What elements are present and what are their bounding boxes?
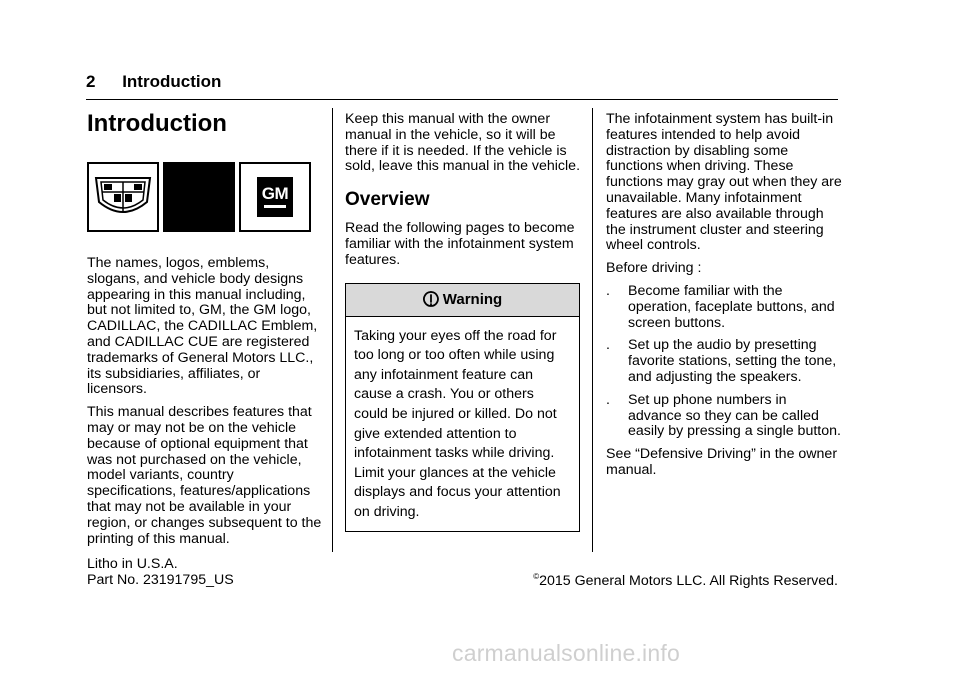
bullet-text: Become familiar with the operation, faceplate buttons, and screen buttons. — [628, 282, 835, 331]
bullet-marker: . — [606, 282, 610, 299]
cadillac-crest-logo — [87, 162, 159, 232]
column-3 — [606, 112, 842, 486]
warning-title: Warning — [442, 290, 503, 308]
logo-strip — [87, 162, 323, 232]
features-paragraph: This manual describes features that may or may not be on the vehicle because of optional equipment that was not purchased on the vehicle, model variants, country specifications, features/applications that may not be available in your region, or changes subsequent to the printing of this manual. — [87, 404, 322, 547]
list-item — [606, 393, 842, 440]
infotainment-paragraph: The infotainment system has built-in features intended to help avoid distraction by disabling some functions when driving. These functions may gray out when they are unavailable. Many infotainment features are also available through the instrument cluster and steering wheel controls. — [606, 111, 842, 254]
page-header — [86, 72, 221, 92]
bullet-text: Set up the audio by presetting favorite stations, setting the tone, and adjusting the speakers. — [628, 337, 837, 385]
bullet-marker: . — [606, 391, 610, 408]
see-also-paragraph: See “Defensive Driving” in the owner manual. — [606, 446, 838, 478]
warning-text: Taking your eyes off the road for too long or too often while using any infotainment feature can cause a crash. You or others could be injured or killed. Do not give extended attention to infotainment tasks while driving. Limit your glances at the vehicle displays and focus your attention on driving. — [354, 327, 561, 520]
page-number: 2 — [86, 72, 96, 91]
list-item — [606, 284, 842, 331]
column-divider-2 — [592, 108, 593, 552]
section-title: Introduction — [122, 72, 222, 91]
copyright-text: 2015 General Motors LLC. All Rights Reserved. — [539, 573, 838, 589]
part-number: Part No. 23191795_US — [87, 571, 234, 588]
litho-text: Litho in U.S.A. — [87, 556, 178, 572]
black-panel — [163, 162, 235, 232]
column-divider-1 — [332, 108, 333, 552]
header-divider — [86, 99, 838, 100]
bullet-marker: . — [606, 337, 610, 354]
overview-heading: Overview — [345, 189, 430, 211]
page-title: Introduction — [87, 110, 227, 137]
gm-logo — [239, 162, 311, 232]
gm-badge-text: GM — [261, 184, 289, 204]
overview-paragraph: Read the following pages to become familiar with the infotainment system features. — [345, 220, 575, 268]
copyright-notice — [533, 572, 838, 589]
footer-left — [87, 557, 234, 588]
list-item — [606, 338, 842, 385]
warning-box — [345, 283, 580, 532]
watermark: carmanualsonline.info — [452, 640, 680, 666]
keep-manual-paragraph: Keep this manual with the owner manual in the vehicle, so it will be there if it is needed. If the vehicle is sold, leave this manual in the vehicle. — [345, 111, 581, 175]
cadillac-crest-icon — [92, 172, 154, 222]
bullet-text: Set up phone numbers in advance so they can be called easily by pressing a single button. — [628, 391, 841, 440]
before-driving-label: Before driving : — [606, 260, 702, 277]
trademark-paragraph: The names, logos, emblems, slogans, and vehicle body designs appearing in this manual including, but not limited to, GM, the GM logo, CADILLAC, the CADILLAC Emblem, and CADILLAC CUE are registered trademarks of General Motors LLC., its subsidiaries, affiliates, or licensors. — [87, 255, 318, 398]
warning-icon — [423, 291, 439, 309]
column-1 — [87, 112, 323, 554]
warning-header — [346, 284, 579, 317]
gm-badge — [257, 177, 293, 217]
copyright-symbol: © — [533, 572, 540, 581]
column-2 — [345, 112, 580, 532]
